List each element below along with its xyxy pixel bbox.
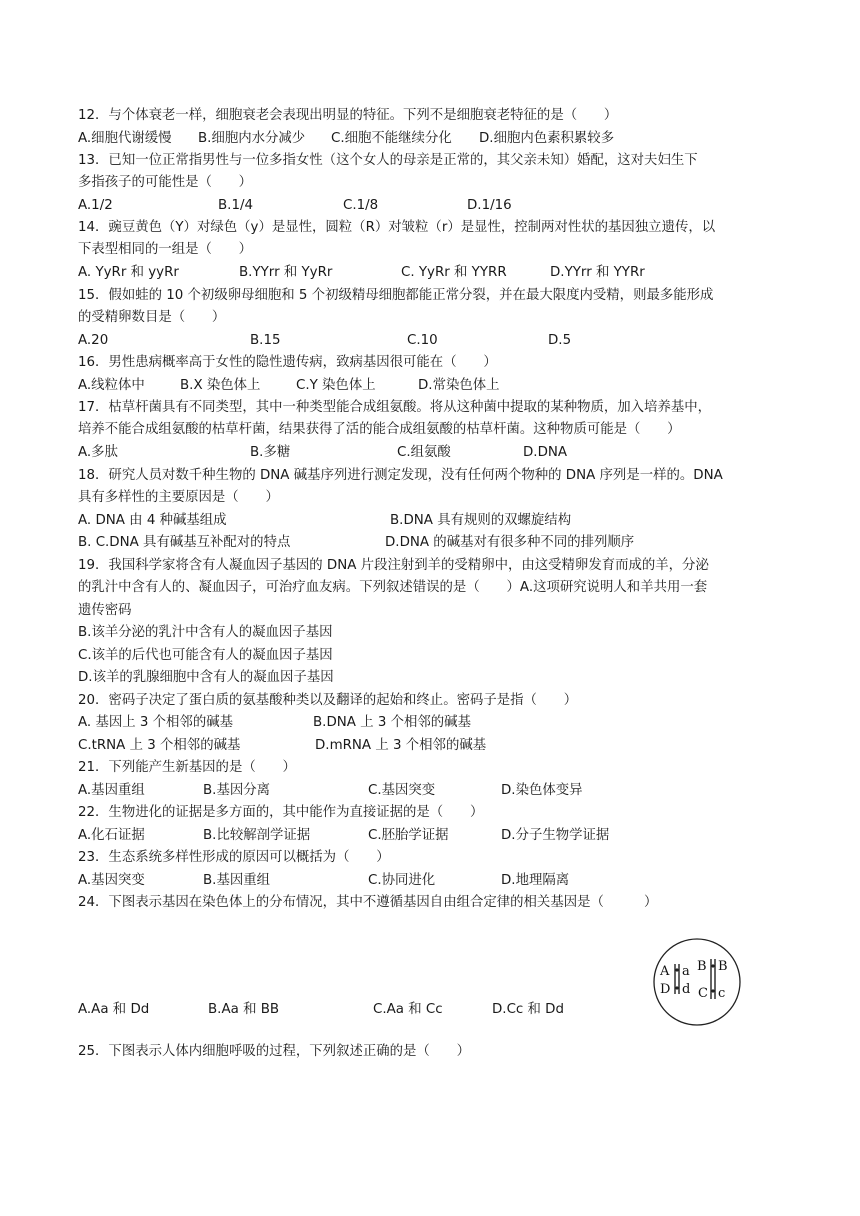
- q15-option-b: B.15: [250, 333, 281, 348]
- q18-option-a: A. DNA 由 4 种碱基组成: [78, 513, 227, 528]
- q14-stem-line1: 14．豌豆黄色（Y）对绿色（y）是显性，圆粒（R）对皱粒（r）是显性，控制两对性状的基因独立遗传，以: [78, 220, 716, 235]
- q21-option-c: C.基因突变: [368, 783, 436, 798]
- q19-stem-line3: 遗传密码: [78, 603, 132, 618]
- q15-stem-line1: 15．假如蛙的 10 个初级卵母细胞和 5 个初级精母细胞都能正常分裂，并在最大限度内受精，则最多能形成: [78, 288, 714, 303]
- q13-option-a: A.1/2: [78, 198, 113, 213]
- gene-label-c: c: [718, 986, 726, 1001]
- gene-label-A: A: [660, 964, 670, 979]
- q23-option-c: C.协同进化: [368, 873, 436, 888]
- q21-option-d: D.染色体变异: [501, 783, 583, 798]
- gene-label-B-left: B: [697, 959, 707, 974]
- q19-stem-line2: 的乳汁中含有人的、凝血因子，可治疗血友病。下列叙述错误的是（ ）A.这项研究说明人和羊共用一套: [78, 580, 708, 595]
- q24-option-c: C.Aa 和 Cc: [373, 1002, 443, 1017]
- q23-option-d: D.地理隔离: [501, 873, 570, 888]
- q23-stem: 23．生态系统多样性形成的原因可以概括为（ ）: [78, 850, 390, 865]
- q22-option-c: C.胚胎学证据: [368, 828, 449, 843]
- q16-option-c: C.Y 染色体上: [296, 378, 376, 393]
- q12-option-d: D.细胞内色素积累较多: [479, 131, 615, 146]
- gene-label-a: a: [682, 964, 690, 979]
- q18-option-b: B.DNA 具有规则的双螺旋结构: [390, 513, 572, 528]
- q19-option-b: B.该羊分泌的乳汁中含有人的凝血因子基因: [78, 625, 333, 640]
- q21-option-a: A.基因重组: [78, 783, 145, 798]
- q17-option-b: B.多糖: [250, 445, 291, 460]
- q17-stem-line1: 17．枯草杆菌具有不同类型，其中一种类型能合成组氨酸。将从这种菌中提取的某种物质，加入培养基中，: [78, 400, 712, 415]
- gene-label-C: C: [698, 986, 708, 1001]
- q17-stem-line2: 培养不能合成组氨酸的枯草杆菌，结果获得了活的能合成组氨酸的枯草杆菌。这种物质可能是（ ）: [78, 422, 681, 437]
- q18-option-d: D.DNA 的碱基对有很多种不同的排列顺序: [385, 535, 635, 550]
- q13-option-b: B.1/4: [218, 198, 253, 213]
- q20-option-c: C.tRNA 上 3 个相邻的碱基: [78, 738, 241, 753]
- q15-option-d: D.5: [548, 333, 572, 348]
- q18-stem-line2: 具有多样性的主要原因是（ ）: [78, 490, 279, 505]
- gene-locus-dd: [675, 986, 678, 989]
- q17-option-d: D.DNA: [523, 445, 568, 460]
- q14-option-b: B.YYrr 和 YyRr: [239, 265, 333, 280]
- q12-stem: 12．与个体衰老一样，细胞衰老会表现出明显的特征。下列不是细胞衰老特征的是（ ）: [78, 108, 618, 123]
- q19-option-c: C.该羊的后代也可能含有人的凝血因子基因: [78, 648, 333, 663]
- q16-option-b: B.X 染色体上: [180, 378, 261, 393]
- q13-option-d: D.1/16: [467, 198, 512, 213]
- q19-stem-line1: 19．我国科学家将含有人凝血因子基因的 DNA 片段注射到羊的受精卵中，由这受精卵发育而成的羊，分泌: [78, 558, 709, 573]
- q14-stem-line2: 下表型相同的一组是（ ）: [78, 242, 253, 257]
- q16-option-d: D.常染色体上: [418, 378, 500, 393]
- q25-stem: 25．下图表示人体内细胞呼吸的过程，下列叙述正确的是（ ）: [78, 1044, 470, 1059]
- q13-stem-line1: 13．已知一位正常指男性与一位多指女性（这个女人的母亲是正常的，其父亲未知）婚配，这对夫妇生下: [78, 153, 698, 168]
- q24-stem: 24．下图表示基因在染色体上的分布情况，其中不遵循基因自由组合定律的相关基因是（ ）: [78, 895, 658, 910]
- q22-option-a: A.化石证据: [78, 828, 145, 843]
- q12-option-a: A.细胞代谢缓慢: [78, 131, 172, 146]
- q24-option-b: B.Aa 和 BB: [208, 1002, 280, 1017]
- q14-option-a: A. YyRr 和 yyRr: [78, 265, 179, 280]
- q14-option-d: D.YYrr 和 YYRr: [550, 265, 645, 280]
- q21-stem: 21．下列能产生新基因的是（ ）: [78, 760, 296, 775]
- q15-option-a: A.20: [78, 333, 109, 348]
- gene-label-d: d: [682, 982, 691, 997]
- q23-option-a: A.基因突变: [78, 873, 145, 888]
- q20-option-a: A. 基因上 3 个相邻的碱基: [78, 715, 233, 730]
- q24-option-a: A.Aa 和 Dd: [78, 1002, 150, 1017]
- q15-option-c: C.10: [407, 333, 438, 348]
- q17-option-a: A.多肽: [78, 445, 118, 460]
- q24-option-d: D.Cc 和 Dd: [492, 1002, 564, 1017]
- q12-option-c: C.细胞不能继续分化: [331, 131, 452, 146]
- q16-stem: 16．男性患病概率高于女性的隐性遗传病，致病基因很可能在（ ）: [78, 355, 497, 370]
- q23-option-b: B.基因重组: [203, 873, 271, 888]
- q13-option-c: C.1/8: [343, 198, 379, 213]
- gene-locus-bb: [711, 964, 714, 967]
- q13-stem-line2: 多指孩子的可能性是（ ）: [78, 175, 253, 190]
- q14-option-c: C. YyRr 和 YYRR: [401, 265, 507, 280]
- chromosome-diagram-svg: [652, 937, 742, 1027]
- q20-option-d: D.mRNA 上 3 个相邻的碱基: [315, 738, 487, 753]
- q20-option-b: B.DNA 上 3 个相邻的碱基: [313, 715, 471, 730]
- q12-option-b: B.细胞内水分减少: [198, 131, 306, 146]
- q22-option-d: D.分子生物学证据: [501, 828, 610, 843]
- gene-locus-aa: [675, 968, 678, 971]
- q19-option-d: D.该羊的乳腺细胞中含有人的凝血因子基因: [78, 670, 334, 685]
- q15-stem-line2: 的受精卵数目是（ ）: [78, 310, 226, 325]
- gene-locus-cc: [711, 989, 714, 992]
- q22-stem: 22．生物进化的证据是多方面的，其中能作为直接证据的是（ ）: [78, 805, 484, 820]
- q17-option-c: C.组氨酸: [397, 445, 451, 460]
- q22-option-b: B.比较解剖学证据: [203, 828, 311, 843]
- q18-option-c: B. C.DNA 具有碱基互补配对的特点: [78, 535, 291, 550]
- chromosome-diagram: [652, 937, 742, 1027]
- q16-option-a: A.线粒体中: [78, 378, 145, 393]
- q20-stem: 20．密码子决定了蛋白质的氨基酸种类以及翻译的起始和终止。密码子是指（ ）: [78, 693, 578, 708]
- gene-label-B-right: B: [718, 959, 728, 974]
- gene-label-D: D: [660, 982, 671, 997]
- q21-option-b: B.基因分离: [203, 783, 271, 798]
- q18-stem-line1: 18．研究人员对数千种生物的 DNA 碱基序列进行测定发现，没有任何两个物种的 DNA 序列是一样的。DNA: [78, 468, 723, 483]
